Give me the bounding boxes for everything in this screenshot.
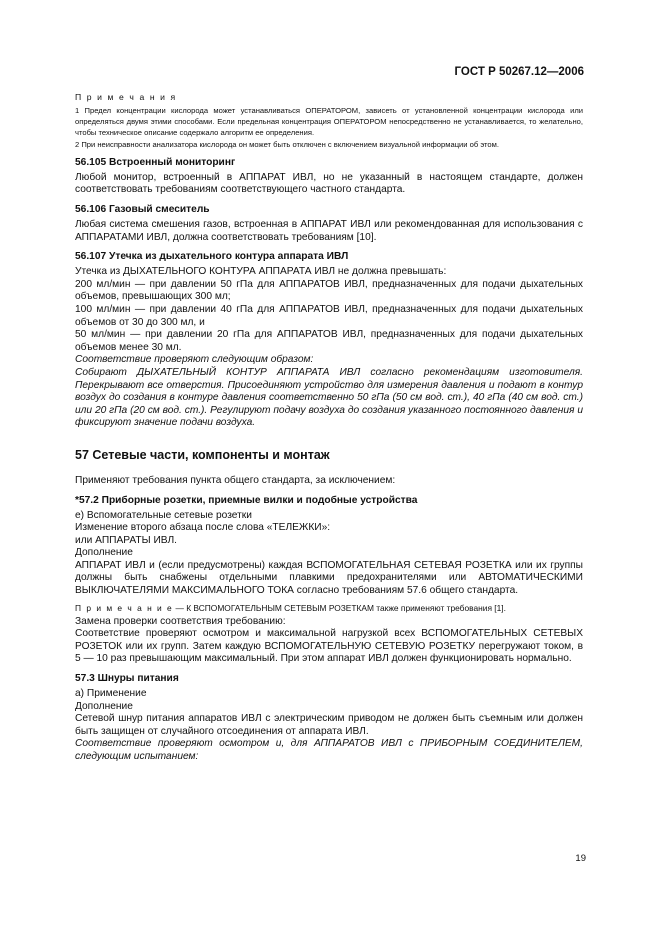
section-57-title: 57 Сетевые части, компоненты и монтаж (75, 447, 330, 462)
section-57-3-p4: Соответствие проверяют осмотром и, для АППАРАТОВ ИВЛ с ПРИБОРНЫМ СОЕДИНИТЕЛЕМ, следующим испытанием: (75, 738, 583, 762)
section-56-107-p3: 100 мл/мин — при давлении 40 гПа для АППАРАТОВ ИВЛ, предназначенных для подачи дыхательных объемов от 30 до 300 мл, и (75, 303, 583, 328)
section-56-106-title: 56.106 Газовый смеситель (75, 204, 210, 215)
section-57-2-p6: Замена проверки соответствия требованию: (75, 615, 286, 627)
page-content (75, 92, 583, 764)
section-57-3-p1: а) Применение (75, 688, 147, 700)
note-2: 2 При неисправности анализатора кислорода он может быть отключен с включением визуальной информации об этом. (75, 139, 499, 149)
section-57-2-p7: Соответствие проверяют осмотром и максимальной нагрузкой всех ВСПОМОГАТЕЛЬНЫХ СЕТЕВЫХ РОЗЕТОК или их групп. Затем каждую ВСПОМОГАТЕЛЬНУЮ СЕТЕВУЮ РОЗЕТКУ перегружают током, в 5 — 10 раз превышающим максимальный. При этом аппарат ИВЛ должен функционировать нормально. (75, 628, 583, 665)
section-57-2-p3: или АППАРАТЫ ИВЛ. (75, 534, 177, 546)
notes-title: П р и м е ч а н и я (75, 92, 177, 102)
section-57-2-title: *57.2 Приборные розетки, приемные вилки и подобные устройства (75, 494, 418, 506)
section-57-3-title: 57.3 Шнуры питания (75, 673, 179, 685)
section-57-2-p2: Изменение второго абзаца после слова «ТЕЛЕЖКИ»: (75, 522, 331, 534)
section-56-106-text: Любая система смешения газов, встроенная в АППАРАТ ИВЛ или рекомендованная для использования с АППАРАТАМИ ИВЛ, должна соответствовать требованиям [10]. (75, 219, 583, 243)
section-57-2-note-label: П р и м е ч а н и е (75, 602, 174, 613)
section-56-107-title: 56.107 Утечка из дыхательного контура аппарата ИВЛ (75, 251, 349, 263)
page-number: 19 (575, 853, 586, 864)
section-56-107-p1: Утечка из ДЫХАТЕЛЬНОГО КОНТУРА АППАРАТА ИВЛ не должна превышать: (75, 266, 447, 278)
section-56-105-text: Любой монитор, встроенный в АППАРАТ ИВЛ, но не указанный в настоящем стандарте, должен соответствовать требованиям соответствующего частного стандарта. (75, 171, 583, 196)
section-57-text: Применяют требования пункта общего стандарта, за исключением: (75, 474, 396, 486)
section-57-2-note (75, 602, 583, 614)
document-id: ГОСТ Р 50267.12—2006 (454, 66, 584, 78)
note-1: 1 Предел концентрации кислорода может устанавливаться ОПЕРАТОРОМ, зависеть от установленной концентрации кислорода или определяться двумя этими способами. Если предельная концентрация ОПЕРАТОРОМ непосредственно не устанавливается, то желательно, чтобы техническое описание содержало алгоритм ее определения. (75, 106, 583, 138)
section-56-107-p4: 50 мл/мин — при давлении 20 гПа для АППАРАТОВ ИВЛ, предназначенных для подачи дыхательных объемов менее 30 мл. (75, 329, 583, 353)
section-57-2-p5: АППАРАТ ИВЛ и (если предусмотрены) каждая ВСПОМОГАТЕЛЬНАЯ СЕТЕВАЯ РОЗЕТКА или их группы должны быть снабжены отдельными плавкими предохранителями или АВТОМАТИЧЕСКИМИ ВЫКЛЮЧАТЕЛЯМИ МАКСИМАЛЬНОГО ТОКА согласно требованиям 57.6 общего стандарта. (75, 559, 583, 597)
section-57-3-p3: Сетевой шнур питания аппаратов ИВЛ с электрическим приводом не должен быть съемным или должен быть защищен от случайного отсоединения от аппарата ИВЛ. (75, 713, 583, 737)
section-57-3-p2: Дополнение (75, 700, 133, 712)
section-57-2-p4: Дополнение (75, 547, 133, 559)
section-56-107-p2: 200 мл/мин — при давлении 50 гПа для АППАРАТОВ ИВЛ, предназначенных для подачи дыхательных объемов, превышающих 300 мл; (75, 278, 583, 303)
section-56-107-p6: Собирают ДЫХАТЕЛЬНЫЙ КОНТУР АППАРАТА ИВЛ согласно рекомендациям изготовителя. Перекрывают все отверстия. Присоединяют устройство для измерения давления и подают в контур воздух до создания в контуре давления соответственно 50 гПа (50 см вод. ст.), 40 гПа (40 см вод. ст.) или 20 гПа (20 см вод. ст.). Регулируют подачу воздуха до создания указанного постоянного давления и фиксируют значение подачи воздуха. (75, 366, 583, 429)
section-56-107-p5: Соответствие проверяют следующим образом: (75, 354, 314, 366)
section-56-105-title: 56.105 Встроенный мониторинг (75, 156, 236, 168)
section-57-2-note-text: — К ВСПОМОГАТЕЛЬНЫМ СЕТЕВЫМ РОЗЕТКАМ также применяют требования [1]. (173, 602, 506, 613)
section-57-2-p1: е) Вспомогательные сетевые розетки (75, 509, 252, 521)
